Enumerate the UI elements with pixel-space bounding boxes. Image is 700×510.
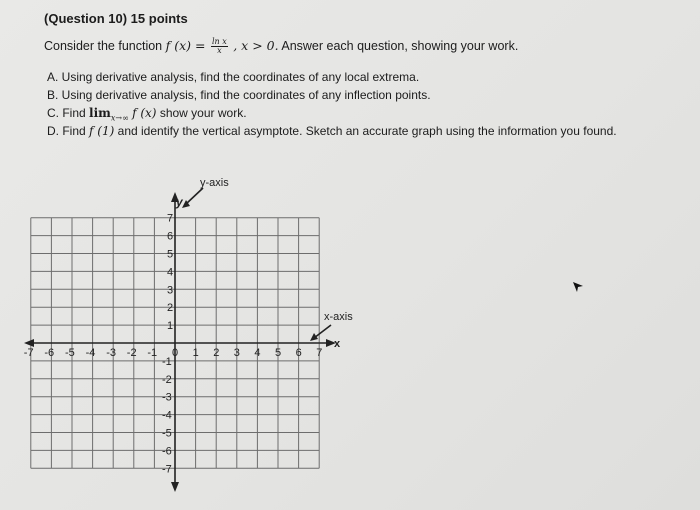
item-d-function: f (1)	[89, 124, 115, 138]
y-axis-callout-label: y-axis	[200, 177, 229, 189]
y-tick-label: 6	[167, 230, 174, 243]
item-c-function: f (x)	[132, 106, 157, 120]
x-tick-label: -5	[65, 347, 75, 359]
y-tick-label: -5	[162, 427, 172, 440]
y-tick-label: 2	[167, 302, 174, 315]
mouse-cursor-icon	[571, 280, 585, 294]
y-axis-bottom-arrowhead	[171, 482, 179, 492]
item-d-tail: and identify the vertical asymptote. Sketch an accurate graph using the information you found.	[117, 124, 617, 138]
y-tick-label: -1	[162, 355, 172, 368]
x-axis-callout	[310, 311, 353, 341]
item-d-lead: D. Find	[47, 124, 86, 138]
fraction-denominator: x	[217, 46, 222, 56]
x-tick-label: 2	[213, 347, 220, 359]
limit-subscript: x→∞	[110, 113, 129, 123]
item-a: A. Using derivative analysis, find the coordinates of any local extrema.	[47, 70, 420, 84]
item-c-tail: show your work.	[159, 106, 247, 120]
y-tick-label: 3	[167, 284, 174, 297]
y-tick-label: 1	[167, 320, 174, 333]
prompt-instruction: Answer each question, showing your work.	[281, 39, 519, 53]
domain-condition: , x > 0.	[233, 38, 279, 53]
axes	[24, 192, 336, 492]
y-tick-label: 5	[167, 248, 174, 261]
y-tick-label: -4	[162, 409, 172, 422]
y-tick-label: -2	[162, 373, 172, 386]
limit-operator: lim	[89, 106, 111, 120]
x-tick-label: -4	[85, 347, 96, 359]
x-tick-label: -6	[44, 347, 55, 359]
y-tick-label: 4	[167, 266, 174, 279]
y-axis-letter: y	[176, 195, 183, 209]
x-tick-label: 4	[254, 347, 261, 359]
x-tick-label: 3	[233, 347, 240, 359]
prompt-lead: Consider the function	[44, 39, 163, 53]
fraction-numerator: ln x	[211, 37, 227, 47]
item-c-lead: C. Find	[47, 106, 86, 120]
question-title: (Question 10) 15 points	[44, 11, 188, 26]
y-axis-callout	[182, 177, 229, 208]
x-axis-left-arrowhead	[24, 339, 34, 347]
x-tick-label: -2	[126, 347, 137, 359]
function-lhs: f (x) =	[165, 38, 206, 53]
x-tick-label: 6	[295, 347, 302, 359]
x-tick-label: 1	[192, 347, 199, 359]
y-callout-pointer	[186, 188, 203, 204]
x-callout-pointer-head	[310, 333, 318, 341]
item-b: B. Using derivative analysis, find the coordinates of any inflection points.	[47, 88, 431, 102]
y-tick-label: -3	[162, 391, 172, 404]
y-tick-label: 7	[167, 212, 174, 225]
origin-label: 0	[172, 347, 179, 359]
x-callout-pointer	[314, 325, 331, 338]
x-tick-label: -7	[23, 347, 34, 359]
x-tick-label: 7	[316, 347, 323, 359]
x-axis-letter: x	[334, 338, 341, 350]
x-tick-label: 5	[275, 347, 282, 359]
x-axis-callout-label: x-axis	[324, 311, 353, 323]
y-tick-label: -6	[162, 445, 172, 458]
x-tick-label: -1	[147, 347, 158, 359]
x-tick-label: -3	[106, 347, 116, 359]
y-tick-label: -7	[162, 463, 172, 476]
